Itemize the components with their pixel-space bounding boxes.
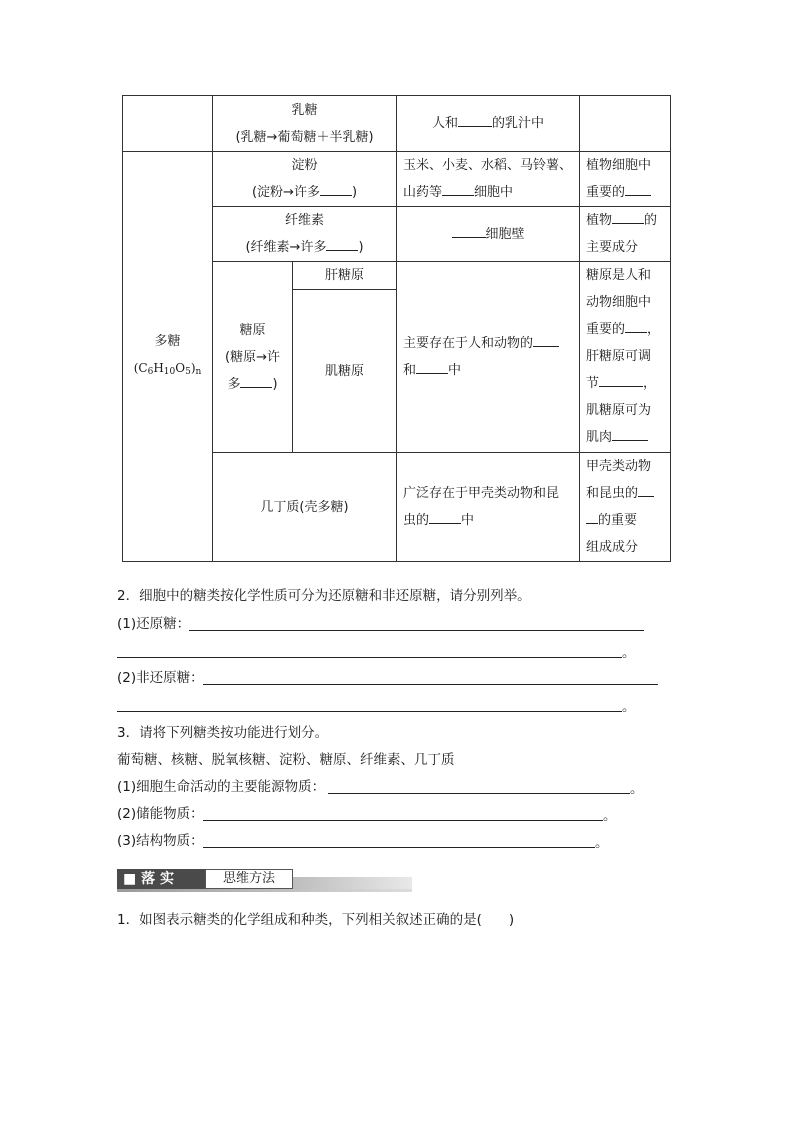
q3-item1-answer-line[interactable] (328, 793, 630, 794)
blank (240, 375, 272, 388)
glycogen-loc-text: 主要存在于人和动物的 (403, 336, 534, 351)
cellulose-name: 纤维素 (285, 213, 325, 228)
formula-part: H (153, 360, 164, 375)
q2-title: 2．细胞中的糖类按化学性质可分为还原糖和非还原糖，请分别列举。 (117, 588, 531, 604)
banner-title: ■ 落 实 (117, 869, 205, 889)
starch-formula (219, 179, 390, 206)
starch-loc-line: 玉米、小麦、水稻、马铃薯、 (403, 158, 573, 173)
starch-loc-text: 细胞中 (474, 185, 514, 200)
glycogen-formula (216, 371, 289, 398)
glycogen-func-text: ， (643, 376, 657, 391)
starch-loc-text: 山药等 (403, 185, 443, 200)
glycogen-func-line: 动物细胞中 (586, 295, 652, 310)
glycogen-loc-line (403, 357, 573, 384)
q2-item1-answer-line-2[interactable] (117, 657, 622, 658)
blank (612, 428, 648, 441)
chitin-func-line (586, 507, 664, 534)
formula-part: O (175, 360, 186, 375)
glycogen-cell (213, 262, 293, 453)
chitin-loc-line: 广泛存在于甲壳类动物和昆 (403, 486, 560, 501)
blank (638, 484, 654, 497)
q2-item2-answer-line-2[interactable] (117, 711, 622, 712)
chitin-loc-line (403, 507, 573, 534)
sugar-classification-table (122, 95, 671, 562)
lactose-name: 乳糖 (291, 102, 318, 118)
blank (586, 511, 598, 524)
lactose-loc-text: 的乳汁中 (492, 116, 545, 131)
glycogen-func-line (586, 370, 664, 397)
blank (442, 183, 474, 196)
q3-item1-end: 。 (630, 781, 644, 797)
formula-sub: 10 (163, 366, 176, 377)
starch-func-line: 植物细胞中 (586, 158, 652, 173)
lactose-formula: (乳糖→葡萄糖＋半乳糖) (235, 129, 374, 145)
table-cell-empty (123, 96, 213, 152)
formula-sub: n (195, 366, 202, 377)
chitin-loc-text: 中 (461, 513, 475, 528)
glycogen-func-line: 肝糖原可调 (586, 349, 652, 364)
banner-subtitle: 思维方法 (205, 869, 293, 889)
glycogen-func-line: 肌糖原可为 (586, 403, 652, 418)
starch-function (580, 152, 671, 207)
cellulose-formula-text: (纤维素→许多 (245, 240, 327, 255)
glycogen-func-line (586, 424, 664, 451)
chitin-function (580, 453, 671, 562)
glycogen-formula-text: 多 (227, 376, 241, 392)
glycogen-func-text: 节 (586, 376, 600, 391)
q3-item2-label: (2)储能物质： (117, 806, 204, 822)
cellulose-function (580, 207, 671, 262)
glycogen-function (580, 262, 671, 453)
blank (320, 183, 352, 196)
glycogen-location (397, 262, 580, 453)
q3-list: 葡萄糖、核糖、脱氧核糖、淀粉、糖原、纤维素、几丁质 (117, 752, 455, 768)
formula-part: (C (133, 360, 148, 375)
starch-formula-text: (淀粉→许多 (251, 185, 320, 200)
blank (416, 361, 448, 374)
cellulose-func-line: 主要成分 (586, 240, 639, 255)
blank (326, 238, 358, 251)
q2-item2-answer-line[interactable] (203, 684, 658, 685)
blank (599, 374, 643, 387)
formula-sub: 5 (185, 366, 191, 377)
cellulose-cell (213, 207, 397, 262)
cellulose-formula-text: ) (358, 240, 364, 255)
glycogen-func-text: ， (647, 322, 661, 337)
q3-item2-answer-line[interactable] (203, 820, 603, 821)
starch-name: 淀粉 (291, 158, 318, 173)
starch-func-line (586, 179, 664, 206)
cellulose-loc-text: 细胞壁 (485, 226, 525, 242)
q3-item1-label: (1)细胞生命活动的主要能源物质： (117, 779, 326, 795)
chitin-location (397, 453, 580, 562)
q2-item1-answer-line[interactable] (189, 630, 644, 631)
blank (612, 211, 644, 224)
polysaccharide-cell (123, 152, 213, 562)
lactose-location (397, 96, 580, 152)
blank (625, 320, 647, 333)
cellulose-func-text: 的 (644, 213, 658, 228)
cellulose-func-line (586, 207, 664, 234)
q3-item3-answer-line[interactable] (203, 847, 595, 848)
q2-item1-label: (1)还原糖： (117, 616, 191, 632)
q3-item3-end: 。 (595, 835, 609, 851)
q2-item2-end: 。 (622, 699, 636, 715)
q3-item2-end: 。 (603, 808, 617, 824)
formula-part: ) (190, 360, 196, 375)
blank (429, 511, 461, 524)
chitin-func-text: 的重要 (598, 513, 638, 528)
q2-item2-label: (2)非还原糖： (117, 670, 204, 686)
chitin-loc-text: 虫的 (403, 513, 430, 528)
glycogen-loc-text: 中 (448, 363, 462, 378)
glycogen-loc-text: 和 (403, 363, 417, 378)
glycogen-loc-line (403, 330, 573, 357)
blank (458, 114, 492, 127)
banner-fade (293, 877, 412, 889)
liver-glycogen: 肝糖原 (293, 262, 397, 290)
table-cell-empty (580, 96, 671, 152)
chitin-func-line: 组成成分 (586, 540, 639, 555)
glycogen-func-line: 糖原是人和 (586, 268, 652, 283)
chitin-func-line: 甲壳类动物 (586, 459, 652, 474)
starch-func-text: 重要的 (586, 185, 626, 200)
chitin-name: 几丁质(壳多糖) (213, 453, 397, 562)
cellulose-location (397, 207, 580, 262)
starch-formula-text: ) (351, 185, 358, 200)
blank (625, 183, 651, 196)
section-banner (117, 867, 412, 892)
table-row-lactose (123, 96, 671, 152)
glycogen-func-text: 重要的 (586, 322, 626, 337)
blank (452, 225, 486, 238)
glycogen-name: 糖原 (239, 322, 266, 338)
starch-location (397, 152, 580, 207)
q2-item1-end: 。 (622, 645, 636, 661)
chitin-func-line (586, 480, 664, 507)
polysaccharide-formula (129, 355, 206, 386)
starch-loc-line (403, 179, 573, 206)
glycogen-func-line (586, 316, 664, 343)
muscle-glycogen: 肌糖原 (293, 290, 397, 453)
q3-title: 3．请将下列糖类按功能进行划分。 (117, 725, 329, 741)
lactose-loc-text: 人和 (432, 116, 459, 131)
glycogen-func-text: 肌肉 (586, 430, 613, 445)
cellulose-formula (219, 234, 390, 261)
table-row-starch (123, 152, 671, 207)
blank (533, 334, 559, 347)
formula-sub: 6 (147, 366, 154, 377)
q3-item3-label: (3)结构物质： (117, 833, 204, 849)
cellulose-func-text: 植物 (586, 213, 613, 228)
starch-cell (213, 152, 397, 207)
polysaccharide-label: 多糖 (154, 333, 181, 349)
lactose-cell (213, 96, 397, 152)
exercise-q1: 1．如图表示糖类的化学组成和种类，下列相关叙述正确的是( ) (117, 912, 515, 928)
glycogen-formula-text: ) (272, 376, 278, 392)
chitin-func-text: 和昆虫的 (586, 486, 639, 501)
glycogen-formula: (糖原→许 (225, 349, 280, 365)
